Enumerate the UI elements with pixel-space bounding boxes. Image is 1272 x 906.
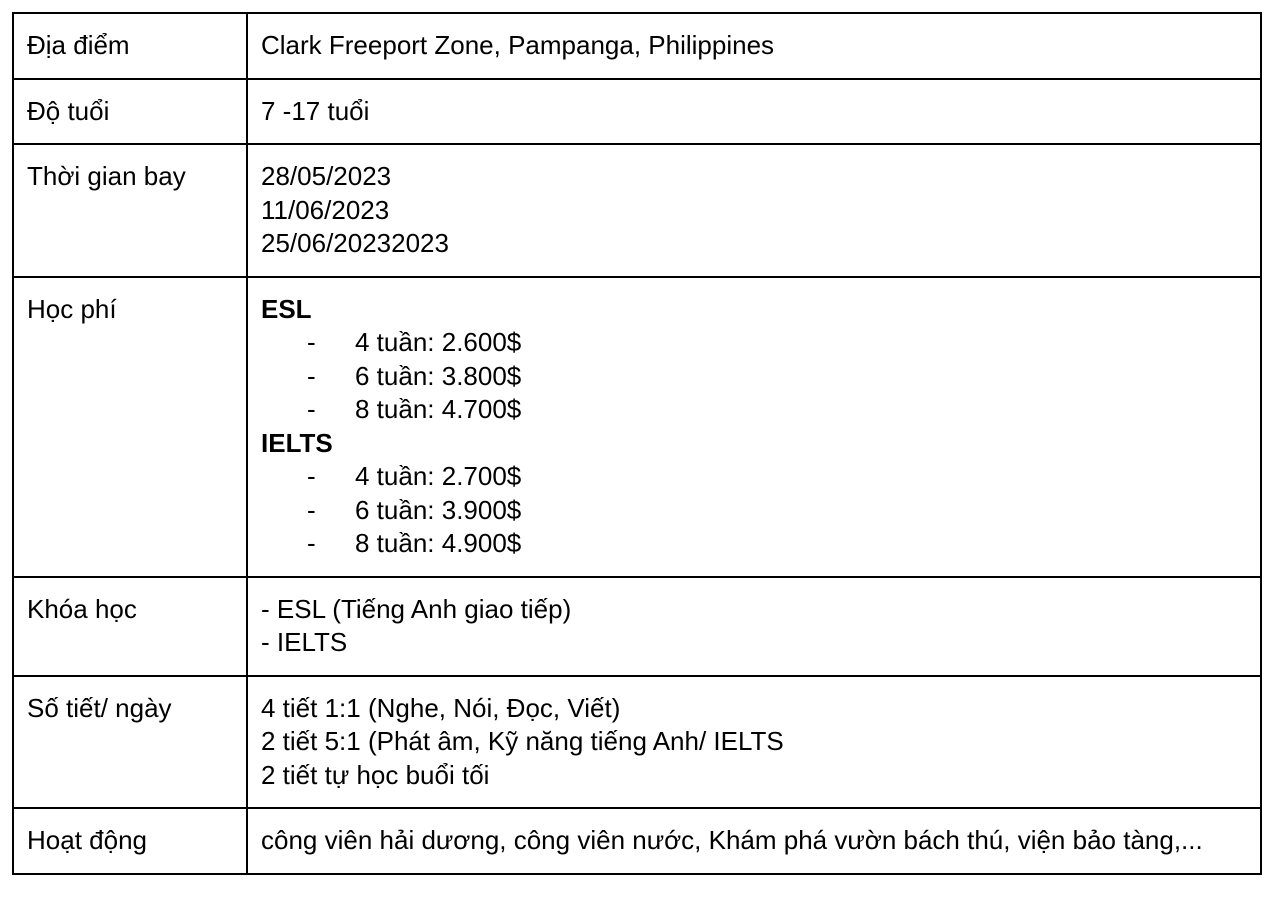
age-value: 7 -17 tuổi bbox=[247, 79, 1261, 145]
flight-date: 11/06/2023 bbox=[261, 194, 390, 225]
fee-details bbox=[247, 277, 1261, 577]
bullet-dash: - bbox=[307, 494, 316, 525]
fee-item: - 8 tuần: 4.700$ bbox=[261, 393, 1246, 427]
flight-date: 25/06/20232023 bbox=[261, 228, 449, 258]
period-item: 4 tiết 1:1 (Nghe, Nói, Đọc, Viết) bbox=[261, 692, 621, 723]
activities-value: công viên hải dương, công viên nước, Khám phá vườn bách thú, viện bảo tàng,... bbox=[247, 808, 1261, 874]
bullet-dash: - bbox=[307, 394, 316, 424]
period-list bbox=[247, 676, 1261, 809]
table-row-activities bbox=[13, 808, 1261, 874]
course-item: - ESL (Tiếng Anh giao tiếp) bbox=[261, 593, 572, 624]
location-value: Clark Freeport Zone, Pampanga, Philippines bbox=[247, 13, 1261, 79]
fee-item: - 4 tuần: 2.600$ bbox=[261, 326, 1246, 360]
bullet-dash: - bbox=[307, 461, 316, 491]
flight-dates bbox=[247, 144, 1261, 277]
row-label: Địa điểm bbox=[13, 13, 247, 79]
period-item: 2 tiết 5:1 (Phát âm, Kỹ năng tiếng Anh/ IELTS bbox=[261, 726, 784, 756]
bullet-dash: - bbox=[307, 327, 316, 357]
fee-item: - 4 tuần: 2.700$ bbox=[261, 460, 1246, 494]
bullet-dash: - bbox=[307, 528, 316, 558]
table-row-age bbox=[13, 79, 1261, 145]
program-info-table bbox=[12, 12, 1262, 875]
row-label: Số tiết/ ngày bbox=[13, 676, 247, 809]
row-label: Thời gian bay bbox=[13, 144, 247, 277]
fee-item: - 6 tuần: 3.900$ bbox=[261, 494, 1246, 528]
flight-date: 28/05/2023 bbox=[261, 161, 392, 191]
table-row-fee bbox=[13, 277, 1261, 577]
row-label: Hoạt động bbox=[13, 808, 247, 874]
row-label: Độ tuổi bbox=[13, 79, 247, 145]
table-row-courses bbox=[13, 577, 1261, 676]
fee-group-title: ESL bbox=[261, 293, 312, 324]
fee-group-title: IELTS bbox=[261, 427, 333, 458]
table-row-flight bbox=[13, 144, 1261, 277]
period-item: 2 tiết tự học buổi tối bbox=[261, 759, 490, 790]
row-label: Khóa học bbox=[13, 577, 247, 676]
table-row-location bbox=[13, 13, 1261, 79]
row-label: Học phí bbox=[13, 277, 247, 577]
fee-item: - 8 tuần: 4.900$ bbox=[261, 527, 1246, 561]
course-item: - IELTS bbox=[261, 627, 348, 657]
table-row-periods bbox=[13, 676, 1261, 809]
fee-item: - 6 tuần: 3.800$ bbox=[261, 360, 1246, 394]
course-list bbox=[247, 577, 1261, 676]
bullet-dash: - bbox=[307, 360, 316, 391]
